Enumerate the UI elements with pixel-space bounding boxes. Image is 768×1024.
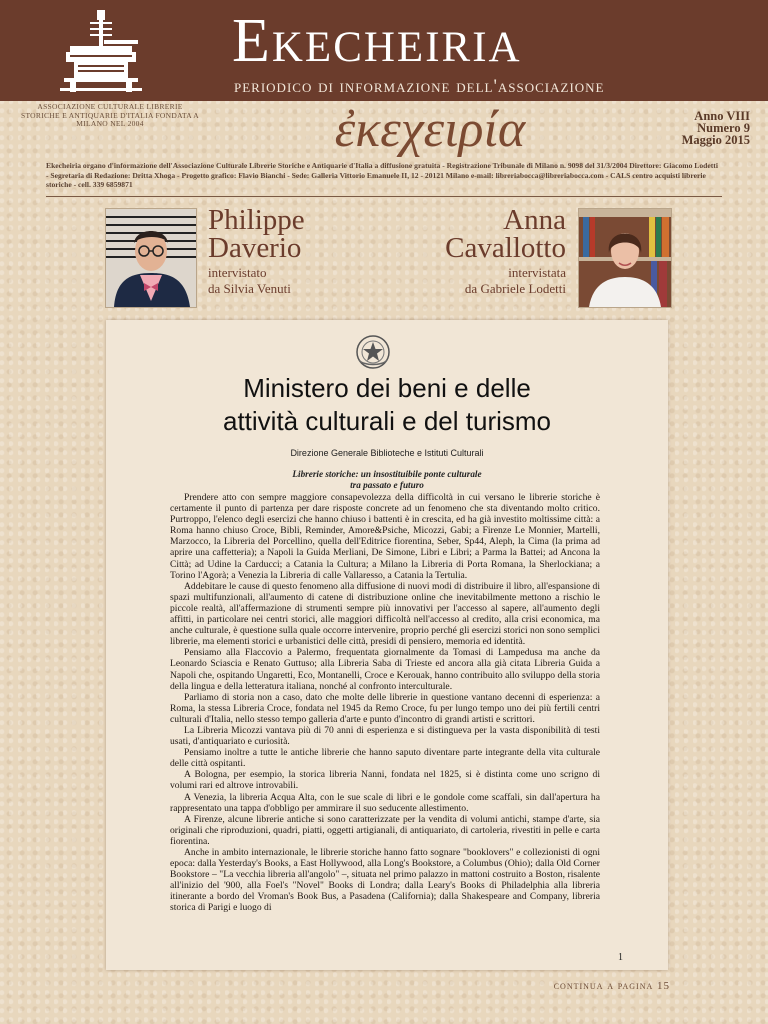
last-name: Daverio (208, 232, 302, 264)
daverio-photo (105, 208, 197, 308)
colophon: Ekecheiria organo d'informazione dell'Associazione Culturale Librerie Storiche e Antiquarie d'Italia a diffusione gratuita - Registrazione Tribunale di Milano n. 9098 del 31/3/2004 Direttore: Giacomo Lodetti - Segretaria di Redazione: Dritta Xhoga - Progetto grafico: Flavio Bianchi - Sede: Galleria Vittorio Emanuele II, 12 - 20121 Milano e-mail: libreriabocca@libreriabocca.com - CALS centro acquisti librerie storiche - cell. 339 6859871 (46, 161, 718, 189)
interviewer-credit-left (208, 265, 291, 297)
issue-number: Numero 9 (697, 121, 750, 135)
cavallotto-photo (578, 208, 672, 308)
headline-line: Librerie storiche: un insostituibile ponte culturale (292, 469, 482, 479)
association-name: ASSOCIAZIONE CULTURALE LIBRERIE STORICHE E ANTIQUARIE D'ITALIA FONDATA A MILANO NEL 2004 (20, 102, 200, 128)
letter-headline (106, 469, 668, 491)
paragraph: Pensiamo alla Flaccovio a Palermo, frequentata giornalmente da Tomasi di Lampedusa ma anche da Leonardo Sciascia e Renato Guttuso; alla Libreria Saba di Trieste ed ancora alla già citata Libreria Guida a Napoli che, ospitando Ungaretti, Eco, Montanelli, Croce e Kerouak, hanno contribuito allo sviluppo della storia della lingua e della letteratura italiana, nonché al confronto interculturale. (170, 647, 600, 692)
republic-emblem-icon (355, 334, 391, 370)
directorate: Direzione Generale Biblioteche e Istituti Culturali (290, 448, 484, 458)
greek-title: ἐκεχειρία (334, 101, 526, 158)
issue-year: Anno VIII (694, 109, 750, 123)
interviewee-name-cavallotto (445, 206, 566, 262)
magazine-title: Ekecheiria (232, 7, 522, 75)
ministry-title (106, 372, 668, 438)
first-name: Philippe (208, 204, 305, 236)
interviewee-name-daverio (208, 206, 305, 262)
paragraph: A Venezia, la libreria Acqua Alta, con le sue scale di libri e le gondole come scaffali, sin dall'apertura ha rappresentato una tappa d'obbligo per ammirare il suo seducente allestimento. (170, 791, 600, 814)
paragraph: Addebitare le cause di questo fenomeno alla diffusione di nuovi modi di distribuire il libro, all'espansione di spazi multifunzionali, all'aumento di catene di distribuzione online che inevitabilmente mettono a rischio le piccole realtà, all'affermazione di strumenti sempre più innovativi per l'accesso al sapere, all'aumento degli affitti, in particolare nei centri storici, alle maggiori difficoltà nell'accesso al credito, alla crisi economica, ma anche culturale, è questione sulla quale occorre intervenire, proprio perché gli esercizi storici non sono semplici librerie, ma elementi storici e urbanistici delle città, presidi di pensiero, memoria ed identità. (170, 580, 600, 648)
letter-body (170, 492, 600, 914)
ministry-title-line: Ministero dei beni e delle (243, 373, 531, 403)
continue-link[interactable]: continua a pagina 15 (553, 980, 670, 992)
ministry-letter (106, 320, 668, 970)
paragraph: Anche in ambito internazionale, le librerie storiche hanno fatto sognare "booklovers" e collezionisti di ogni epoca: dalla Yesterday's Books, a East Hollywood, alla Long's Bookstore, a Columbus (Ohio); dalla Old Corner Bookstore – "La vecchia libreria all'angolo" –, situata nel primo palazzo in mattoni costruito a Boston, risalente all'inizio del '900, alla Foel's "Novel" Books di Londra; dalla Leary's Books di Philadelphia alla libreria itinerante a bordo del Vroman's Book Bus, a Pasadena (California); dalla Shakespeare and Company, libreria storica di Parigi e luogo di (170, 847, 600, 914)
paragraph: Prendere atto con sempre maggiore consapevolezza della difficoltà in cui versano le librerie storiche è certamente il punto di partenza per dare risposte concrete ad un fenomeno che sta diventando molto critico. Purtroppo, l'elenco degli esercizi che hanno chiuso i battenti è in crescita, ed ha già investito moltissime città: a Roma hanno chiuso Croce, Bibli, Reminder, Amore&Psiche, Micozzi, Gabi; a Firenze Le Monnier, Martelli, Marzocco, la Libreria del Porcellino, quella dell'Editrice fiorentina, Seber, Sp44, Aleph, la Cima (la prima ad aprire una caffetteria); a Napoli la Guida Merliani, De Simone, Libri e Libri; a Parma la Battei; ad Ancona la Città; ad Udine la Carducci; a Catania la Cultura; a Milano la Libreria di Porta Romana, la Sherlockiana; a Torino l'Agorà; a Venezia la Libreria di calle Vallaresso, a Catania la Tertulia. (170, 492, 600, 581)
first-name: Anna (503, 204, 566, 236)
paragraph: A Bologna, per esempio, la storica libreria Nanni, fondata nel 1825, si è distinta come uno scrigno di volumi rari ed altrove introvabili. (170, 769, 600, 792)
divider (46, 196, 722, 197)
interview-role: intervistato (208, 265, 267, 280)
interview-role: intervistata (508, 265, 566, 280)
magazine-subtitle: periodico di informazione dell'associazione (234, 76, 605, 97)
page-number: 1 (618, 952, 623, 963)
masthead (0, 0, 768, 101)
paragraph: A Firenze, alcune librerie antiche si sono caratterizzate per la vendita di volumi antichi, stampe d'arte, sia originali che riproduzioni, quadri, piatti, oggetti artigianali, di antiquariato, di cartoleria, rivestiti in pelle e carta fiorentina. (170, 813, 600, 847)
issue-info (630, 110, 750, 146)
interviewer-name: da Silvia Venuti (208, 281, 291, 296)
paragraph: La Libreria Micozzi vantava più di 70 anni di esperienza e si distingueva per la vasta disponibilità di testi usati, d'antiquariato e curiosità. (170, 724, 600, 748)
printing-press-icon (60, 8, 142, 94)
last-name: Cavallotto (445, 232, 566, 264)
interviewer-credit-right (465, 265, 566, 297)
issue-date: Maggio 2015 (681, 133, 750, 147)
ministry-title-line: attività culturali e del turismo (222, 406, 552, 436)
paragraph: Pensiamo inoltre a tutte le antiche librerie che hanno saputo diventare parte integrante della vita culturale delle città ospitanti. (170, 747, 600, 770)
interviewer-name: da Gabriele Lodetti (464, 281, 566, 296)
headline-line: tra passato e futuro (350, 480, 424, 490)
paragraph: Parliamo di storia non a caso, dato che molte delle librerie in questione vantano decenni di esperienza: a Roma, la stessa Libreria Croce, fondata nel 1945 da Remo Croce, fu per lungo tempo uno dei più fertili centri culturali d'Italia, nello stesso tempo galleria d'arte e punto d'incontro di grandi artisti e scrittori. (170, 691, 600, 725)
